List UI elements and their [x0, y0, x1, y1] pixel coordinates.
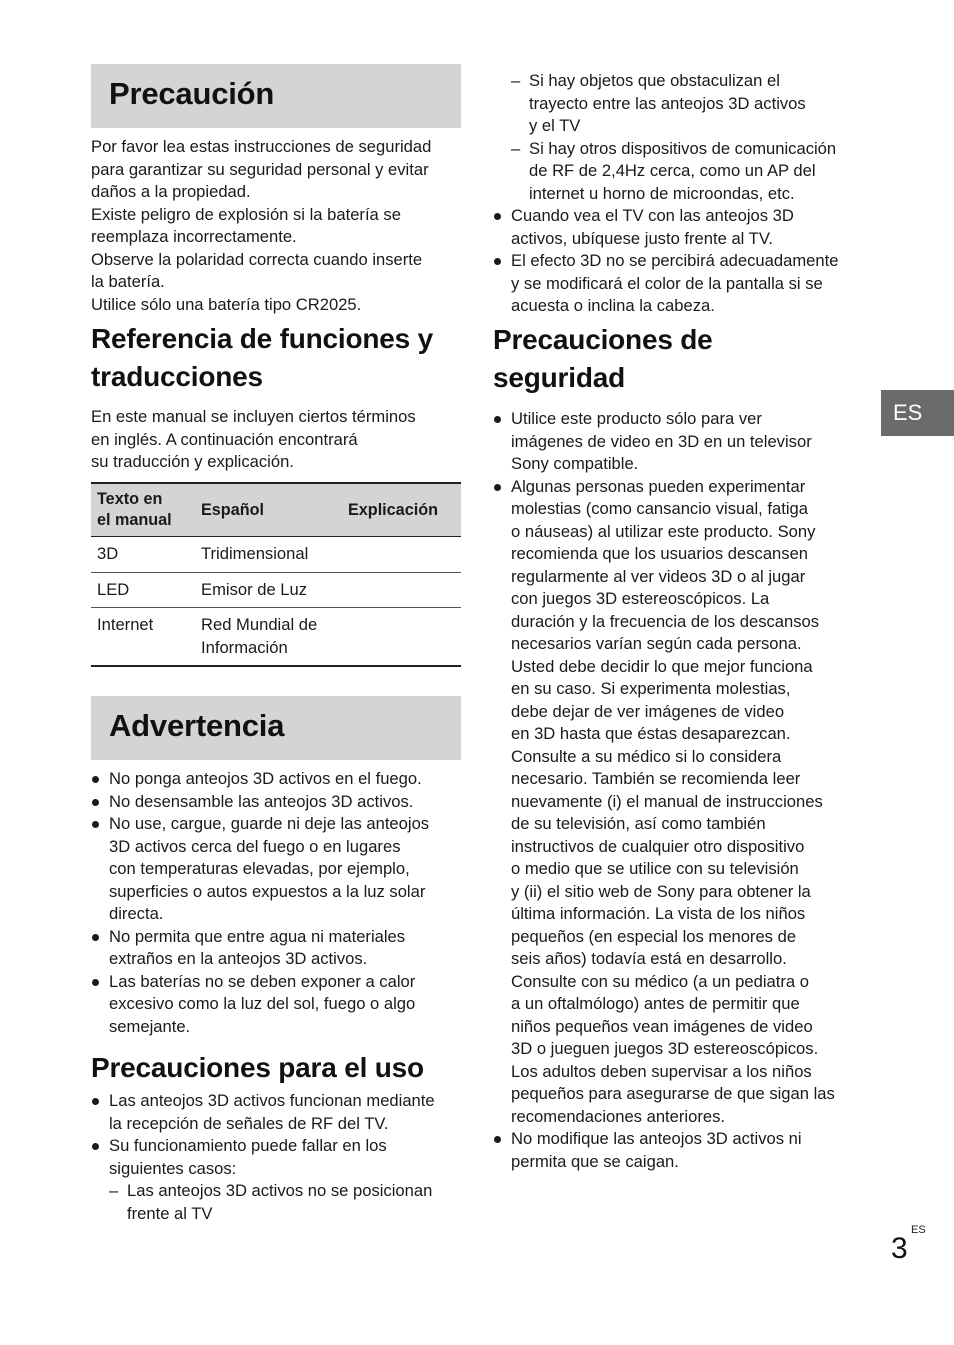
bullet-icon [494, 1136, 501, 1143]
text-line: Las anteojos 3D activos funcionan mediante [109, 1091, 435, 1110]
text-line: Si hay otros dispositivos de comunicación [529, 138, 837, 158]
seguridad-heading [493, 321, 713, 397]
header-cell: Español [195, 483, 342, 537]
list-item [91, 1090, 463, 1135]
dash-icon: – [511, 71, 521, 90]
referencia-text [91, 406, 461, 474]
heading-line: traducciones [91, 361, 263, 392]
sub-list-item [109, 1180, 463, 1225]
sub-list-item [511, 138, 871, 206]
dash-icon: – [511, 138, 521, 158]
text-line: con juegos 3D estereoscópicos. La [511, 589, 770, 608]
text-line: 3D activos cerca del fuego o en lugares [109, 836, 401, 856]
header-cell: Texto en el manual [91, 483, 195, 537]
text-line: necesarios varían según cada persona. [511, 634, 802, 653]
table-cell: Tridimensional [195, 537, 342, 573]
advertencia-banner [91, 696, 461, 760]
table-cell: 3D [91, 537, 195, 573]
text-line: Si hay objetos que obstaculizan el [529, 71, 780, 90]
text-line: reemplaza incorrectamente. [91, 227, 297, 246]
text-line: con temperaturas elevadas, por ejemplo, [109, 859, 410, 878]
text-line: En este manual se incluyen ciertos términos [91, 407, 416, 426]
text-line: o náuseas) al utilizar este producto. Sony [511, 521, 816, 541]
text-line: siguientes casos: [109, 1158, 237, 1178]
sub-list [109, 1180, 463, 1225]
text-line: su traducción y explicación. [91, 452, 294, 471]
advertencia-title: Advertencia [109, 708, 285, 743]
text-line: última información. La vista de los niños [511, 904, 806, 923]
text-line: No modifique las anteojos 3D activos ni [511, 1129, 802, 1148]
text-line: El efecto 3D no se percibirá adecuadamente [511, 251, 839, 270]
uso-list [91, 1090, 463, 1225]
uso-heading: Precauciones para el uso [91, 1052, 424, 1083]
text-line: activos, ubíquese justo frente al TV. [511, 228, 773, 248]
text-line: para garantizar su seguridad personal y evitar [91, 159, 429, 179]
text-line: la batería. [91, 272, 165, 291]
continued-list [493, 205, 865, 318]
text-line: frente al TV [127, 1203, 213, 1223]
text-line: en su caso. Si experimenta molestias, [511, 679, 791, 698]
text-line: regularmente al ver videos 3D o al jugar [511, 566, 806, 586]
header-cell: Explicación [342, 483, 461, 537]
continued-sub-list [511, 70, 871, 205]
list-item [91, 791, 461, 814]
text-line: a un oftalmólogo) antes de permitir que [511, 994, 800, 1013]
list-item [91, 971, 461, 1039]
text-line: Los adultos deben supervisar a los niños [511, 1061, 812, 1081]
text-line: seis años) todavía está en desarrollo. [511, 949, 787, 968]
text-line: Su funcionamiento puede fallar en los [109, 1136, 387, 1155]
precaucion-banner [91, 64, 461, 128]
text-line: instructivos de cualquier otro dispositivo [511, 836, 805, 856]
text-line: excesivo como la luz del sol, fuego o algo [109, 994, 416, 1013]
bullet-icon [494, 484, 501, 491]
table-row [91, 608, 461, 667]
table-cell [342, 537, 461, 573]
text-line: Utilice este producto sólo para ver [511, 409, 762, 428]
seguridad-list [493, 408, 865, 1173]
text-line: debe dejar de ver imágenes de video [511, 701, 785, 721]
bullet-icon [494, 213, 501, 220]
language-tab: ES [881, 390, 954, 436]
bullet-icon [494, 416, 501, 423]
bullet-icon [92, 799, 99, 806]
precaucion-title: Precaución [109, 76, 275, 111]
text-line: No desensamble las anteojos 3D activos. [109, 791, 414, 811]
list-item [493, 205, 865, 250]
heading-line: seguridad [493, 362, 626, 393]
text-line: o medio que se utilice con su televisión [511, 859, 799, 878]
text-line: niños pequeños vean imágenes de video [511, 1016, 813, 1036]
terms-table [91, 482, 461, 667]
text-line: trayecto entre las anteojos 3D activos [529, 93, 806, 113]
text-line: Consulte a su médico si lo considera [511, 746, 782, 766]
list-item [493, 408, 865, 476]
table-cell [342, 572, 461, 608]
page-language-label: ES [911, 1224, 926, 1236]
text-line: daños a la propiedad. [91, 182, 251, 201]
bullet-icon [92, 821, 99, 828]
text-line: Utilice sólo una batería tipo CR2025. [91, 294, 362, 314]
list-item [91, 813, 461, 926]
text-line: pequeños para asegurarse de que sigan las [511, 1084, 835, 1103]
list-item [91, 926, 461, 971]
list-item [91, 1135, 463, 1225]
bullet-icon [92, 934, 99, 941]
bullet-icon [92, 979, 99, 986]
text-line: molestias (como cansancio visual, fatiga [511, 499, 808, 518]
list-item [493, 476, 865, 1129]
advertencia-list [91, 768, 461, 1038]
text-line: recomendaciones anteriores. [511, 1106, 725, 1126]
table-cell [342, 608, 461, 667]
text-line: Observe la polaridad correcta cuando inserte [91, 249, 423, 269]
text-line: de RF de 2,4Hz cerca, como un AP del [529, 161, 816, 180]
text-line: nuevamente (i) el manual de instrucciones [511, 791, 823, 811]
text-line: semejante. [109, 1016, 191, 1036]
text-line: Cuando vea el TV con las anteojos 3D [511, 206, 794, 225]
text-line: Existe peligro de explosión si la batería se [91, 204, 401, 224]
text-line: Sony compatible. [511, 454, 639, 473]
table-row [91, 537, 461, 573]
text-line: pequeños (en especial los menores de [511, 926, 797, 946]
bullet-icon [92, 776, 99, 783]
text-line: Algunas personas pueden experimentar [511, 476, 806, 496]
sub-list-item [511, 70, 871, 138]
table-cell: Emisor de Luz [195, 572, 342, 608]
text-line: Por favor lea estas instrucciones de seguridad [91, 137, 432, 156]
heading-line: Precauciones de [493, 324, 713, 355]
text-line: superficies o autos expuestos a la luz solar [109, 881, 426, 901]
text-line: permita que se caigan. [511, 1151, 679, 1171]
dash-icon: – [109, 1181, 119, 1200]
text-line: recomienda que los usuarios descansen [511, 544, 809, 563]
list-item [91, 768, 461, 791]
text-line: Usted debe decidir lo que mejor funciona [511, 656, 813, 676]
text-line: duración y la frecuencia de los descansos [511, 611, 820, 631]
bullet-icon [92, 1098, 99, 1105]
precaucion-text [91, 136, 461, 316]
text-line: Las baterías no se deben exponer a calor [109, 971, 416, 991]
text-line: y el TV [529, 116, 581, 135]
text-line: imágenes de video en 3D en un televisor [511, 431, 812, 451]
text-line: internet u horno de microondas, etc. [529, 183, 795, 203]
list-item [493, 1128, 865, 1173]
page-number: 3 [891, 1232, 908, 1265]
table-cell: LED [91, 572, 195, 608]
text-line: en 3D hasta que éstas desaparezcan. [511, 724, 791, 743]
text-line: No ponga anteojos 3D activos en el fuego. [109, 769, 422, 788]
text-line: Consulte con su médico (a un pediatra o [511, 971, 809, 991]
bullet-icon [494, 258, 501, 265]
text-line: acuesta o inclina la cabeza. [511, 296, 715, 315]
text-line: 3D o jueguen juegos 3D estereoscópicos. [511, 1039, 819, 1058]
table-header-row [91, 483, 461, 537]
text-line: necesario. También se recomienda leer [511, 769, 801, 788]
heading-line: Referencia de funciones y [91, 323, 434, 354]
text-line: de su televisión, así como también [511, 814, 766, 833]
text-line: extraños en la anteojos 3D activos. [109, 949, 368, 968]
bullet-icon [92, 1143, 99, 1150]
text-line: y (ii) el sitio web de Sony para obtener la [511, 881, 811, 901]
text-line: Las anteojos 3D activos no se posicionan [127, 1181, 433, 1200]
text-line: No permita que entre agua ni materiales [109, 926, 406, 946]
text-line: directa. [109, 904, 164, 923]
list-item [493, 250, 865, 318]
text-line: No use, cargue, guarde ni deje las anteojos [109, 814, 430, 833]
text-line: en inglés. A continuación encontrará [91, 429, 358, 449]
table-cell: Internet [91, 608, 195, 667]
table-cell: Red Mundial de Información [195, 608, 342, 667]
table-row [91, 572, 461, 608]
text-line: la recepción de señales de RF del TV. [109, 1113, 389, 1133]
text-line: y se modificará el color de la pantalla si se [511, 273, 823, 293]
referencia-heading [91, 320, 433, 396]
